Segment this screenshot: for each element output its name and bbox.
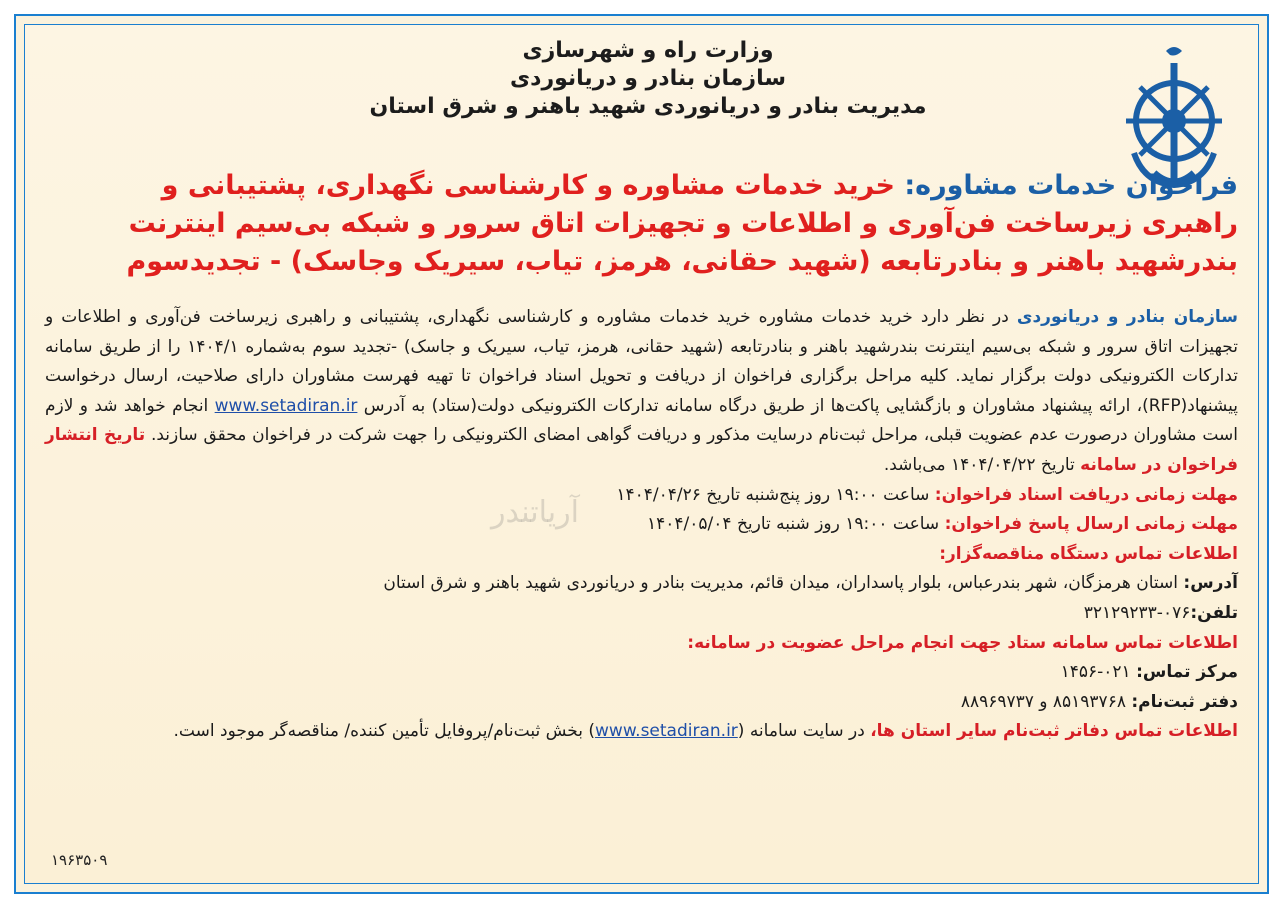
response-deadline	[45, 510, 1238, 540]
intro-text: در نظر دارد خرید خدمات مشاوره خرید خدمات مشاوره و کارشناسی نگهداری، پشتیبانی و راهبری زیرساخت فن‌آوری و اطلاعات و تجهیزات اتاق سرور و شبکه بی‌سیم اینترنت بندرشهید باهنر و بنادرتابعه (شهید حقانی، هرمز، تیاب، سیریک و جاسک) -تجدید سوم به‌شماره ۱۴۰۴/۱ را از طریق سامانه تدارکات الکترونیکی دولت برگزار نماید. کلیه مراحل برگزاری فراخوان از دریافت و تحویل اسناد فراخوان تا تهیه فهرست مشاوران دارای صلاحیت، ارسال درخواست پیشنهاد(RFP)، ارائه پیشنهاد مشاوران و بازگشایی پاکت‌ها از طریق درگاه سامانه تدارکات الکترونیکی دولت(ستاد) به آدرس	[45, 307, 1239, 416]
docs-deadline	[45, 481, 1238, 511]
address-row	[45, 569, 1238, 599]
publish-value: تاریخ ۱۴۰۴/۰۴/۲۲ می‌باشد.	[883, 454, 1075, 475]
response-deadline-label: مهلت زمانی ارسال پاسخ فراخوان:	[944, 514, 1238, 535]
docs-deadline-label: مهلت زمانی دریافت اسناد فراخوان:	[934, 484, 1238, 505]
watermark: آریاتندر	[491, 495, 579, 530]
title-line-2: راهبری زیرساخت فن‌آوری و اطلاعات و تجهیزات اتاق سرور و شبکه بی‌سیم اینترنت	[128, 208, 1238, 239]
phone-label: تلفن:	[1190, 602, 1238, 623]
org-name: سازمان بنادر و دریانوردی	[1016, 307, 1239, 327]
address-label: آدرس:	[1183, 573, 1238, 594]
phone-row	[45, 599, 1238, 629]
header	[198, 37, 1098, 121]
title-prefix: فراخوان خدمات مشاوره:	[904, 170, 1238, 201]
reg-office-label: دفتر ثبت‌نام:	[1131, 691, 1238, 712]
title-line-1: خرید خدمات مشاوره و کارشناسی نگهداری، پشتیبانی و	[161, 170, 895, 201]
other-provinces-label: اطلاعات تماس دفاتر ثبت‌نام سایر استان ها،	[870, 721, 1238, 742]
setad-heading: اطلاعات تماس سامانه ستاد جهت انجام مراحل عضویت در سامانه:	[687, 632, 1238, 653]
other-provinces-row	[45, 717, 1238, 747]
organization-name: سازمان بنادر و دریانوردی	[510, 66, 786, 91]
other-provinces-post: ) بخش ثبت‌نام/پروفایل تأمین کننده/ مناقصه‌گر موجود است.	[173, 721, 596, 742]
address-value: استان هرمزگان، شهر بندرعباس، بلوار پاسداران، میدان قائم، مدیریت بنادر و دریانوردی شهید باهنر و شرق استان	[383, 573, 1178, 594]
directorate-name: مدیریت بنادر و دریانوردی شهید باهنر و شرق استان	[369, 94, 927, 119]
ad-frame	[14, 14, 1269, 894]
ad-body	[45, 303, 1238, 747]
publish-label: تاریخ انتشار فراخوان در سامانه	[45, 425, 1238, 475]
other-provinces-link[interactable]: www.setadiran.ir	[595, 721, 738, 742]
contact-heading: اطلاعات تماس دستگاه مناقصه‌گزار:	[939, 543, 1238, 564]
reg-office-value: ۸۵۱۹۳۷۶۸ و ۸۸۹۶۹۷۳۷	[960, 691, 1126, 712]
intro-paragraph	[45, 303, 1238, 481]
docs-deadline-value: ساعت ۱۹:۰۰ روز پنج‌شنبه تاریخ ۱۴۰۴/۰۴/۲۶	[616, 484, 930, 505]
ad-title	[45, 167, 1238, 281]
other-provinces-pre: در سایت سامانه (	[737, 721, 865, 742]
phone-value: ۰۷۶-۳۲۱۲۹۲۳۳	[1083, 602, 1191, 623]
ministry-name: وزارت راه و شهرسازی	[522, 38, 774, 63]
intro-end-text: انجام خواهد شد و لازم است مشاوران درصورت عدم عضویت قبلی، مراحل ثبت‌نام درسایت مذکور و دریافت گواهی امضای الکترونیکی را جهت شرکت در فراخوان محقق سازند.	[45, 395, 1238, 446]
ad-code: ۱۹۶۳۵۰۹	[51, 851, 108, 869]
call-center-value: ۰۲۱-۱۴۵۶	[1060, 662, 1131, 683]
call-center-label: مرکز تماس:	[1136, 662, 1238, 683]
response-deadline-value: ساعت ۱۹:۰۰ روز شنبه تاریخ ۱۴۰۴/۰۵/۰۴	[647, 514, 940, 535]
title-line-3: بندرشهید باهنر و بنادرتابعه (شهید حقانی، هرمز، تیاب، سیریک وجاسک) - تجدیدسوم	[126, 246, 1238, 277]
reg-office-row	[45, 688, 1238, 718]
ad-inner	[24, 24, 1259, 884]
call-center-row	[45, 658, 1238, 688]
website-link[interactable]: www.setadiran.ir	[214, 395, 358, 416]
